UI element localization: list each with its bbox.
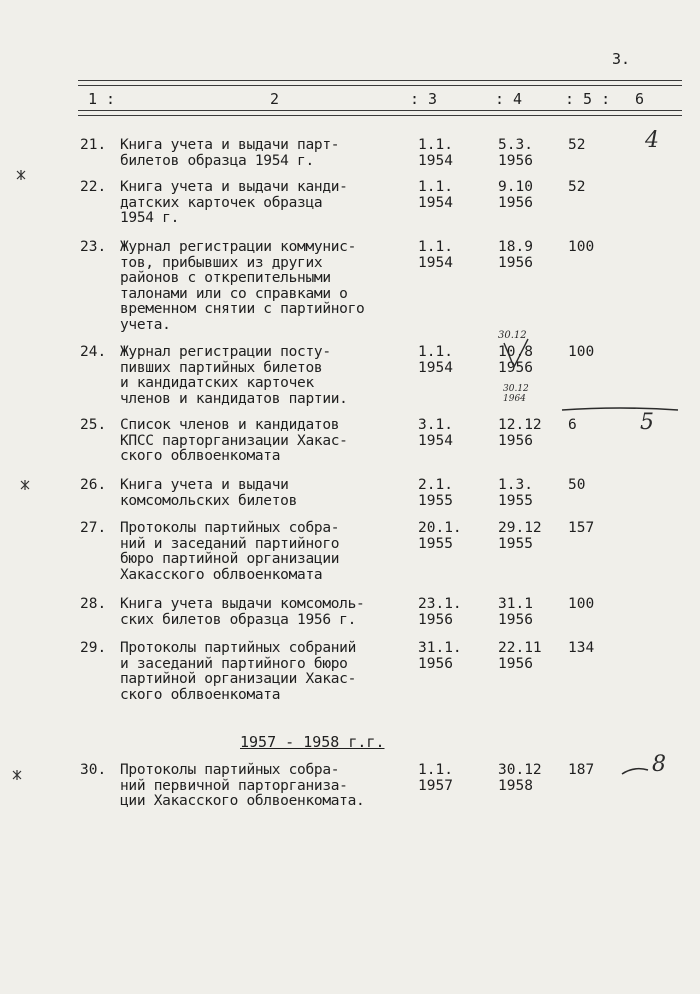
handwritten-correction-top: 30.12 [498, 330, 527, 341]
row-start-date: 1.1. 1954 [418, 239, 453, 271]
header-col-3: : 3 [410, 90, 438, 108]
row-sheet-count: 6 [568, 417, 577, 433]
row-title: Книга учета и выдачи комсомольских билетов [120, 477, 298, 509]
row-start-date: 20.1. 1955 [418, 520, 462, 552]
row-start-date: 1.1. 1957 [418, 762, 453, 794]
row-number: 24. [80, 344, 107, 360]
header-col-6: 6 [635, 90, 645, 108]
handwritten-mark-25: 5 [640, 410, 654, 435]
row-number: 28. [80, 596, 107, 612]
row-sheet-count: 50 [568, 477, 586, 493]
row-end-date: 22.11 1956 [498, 640, 542, 672]
row-title: Книга учета и выдачи парт- билетов образца 1954 г. [120, 137, 340, 169]
row-number: 23. [80, 239, 107, 255]
row-number: 21. [80, 137, 107, 153]
row-title: Список членов и кандидатов КПСС парторганизации Хакас- ского облвоенкомата [120, 417, 348, 464]
row-number: 26. [80, 477, 107, 493]
row-end-date: 5.3. 1956 [498, 137, 533, 169]
header-rule-top [78, 80, 682, 86]
header-col-4: : 4 [495, 90, 523, 108]
handwritten-strike-30 [620, 760, 650, 782]
handwritten-mark-21: 4 [645, 128, 659, 153]
row-number: 25. [80, 417, 107, 433]
row-end-date: 18.9 1956 [498, 239, 533, 271]
row-end-date: 1.3. 1955 [498, 477, 533, 509]
row-start-date: 3.1. 1954 [418, 417, 453, 449]
row-number: 27. [80, 520, 107, 536]
binding-hole-icon [16, 170, 26, 180]
header-col-5: : 5 : [565, 90, 611, 108]
header-col-1: 1 : [88, 90, 116, 108]
row-end-date: 10.8 1956 [498, 344, 533, 376]
row-number: 29. [80, 640, 107, 656]
row-end-date: 9.10 1956 [498, 179, 533, 211]
handwritten-strikeout-mark [498, 335, 538, 375]
row-sheet-count: 100 [568, 596, 595, 612]
row-end-date: 12.12 1956 [498, 417, 542, 449]
page-number: 3. [612, 50, 631, 68]
row-start-date: 23.1. 1956 [418, 596, 462, 628]
row-title: Протоколы партийных собра- ний первичной парторганиза- ции Хакасского облвоенкомата. [120, 762, 365, 809]
row-start-date: 2.1. 1955 [418, 477, 453, 509]
row-sheet-count: 52 [568, 137, 586, 153]
handwritten-correction-bottom: 30.12 1964 [503, 384, 529, 404]
row-start-date: 1.1. 1954 [418, 137, 453, 169]
row-start-date: 31.1. 1956 [418, 640, 462, 672]
row-number: 30. [80, 762, 107, 778]
handwritten-mark-30: 8 [652, 752, 666, 777]
binding-hole-icon [12, 770, 22, 780]
row-end-date: 29.12 1955 [498, 520, 542, 552]
row-title: Протоколы партийных собра- ний и заседаний партийного бюро партийной организации Хакасского облвоенкомата [120, 520, 340, 583]
row-start-date: 1.1. 1954 [418, 179, 453, 211]
row-title: Протоколы партийных собраний и заседаний партийного бюро партийной организации Хакас- ского облвоенкомата [120, 640, 357, 703]
row-sheet-count: 52 [568, 179, 586, 195]
header-rule-bottom [78, 110, 682, 116]
handwritten-underline [560, 400, 680, 416]
row-end-date: 31.1 1956 [498, 596, 533, 628]
row-start-date: 1.1. 1954 [418, 344, 453, 376]
row-sheet-count: 100 [568, 344, 595, 360]
row-sheet-count: 100 [568, 239, 595, 255]
row-title: Журнал регистрации посту- пивших партийных билетов и кандидатских карточек членов и кандидатов партии. [120, 344, 348, 407]
row-title: Журнал регистрации коммунис- тов, прибывших из других районов с открепительными талонами или со справками о временном снятии с партийного учета. [120, 239, 365, 333]
row-sheet-count: 157 [568, 520, 595, 536]
row-title: Книга учета выдачи комсомоль- ских билетов образца 1956 г. [120, 596, 365, 628]
row-title: Книга учета и выдачи канди- датских карточек образца 1954 г. [120, 179, 348, 226]
row-number: 22. [80, 179, 107, 195]
binding-hole-icon [20, 480, 30, 490]
row-sheet-count: 134 [568, 640, 595, 656]
header-col-2: 2 [270, 90, 280, 108]
row-sheet-count: 187 [568, 762, 595, 778]
row-end-date: 30.12 1958 [498, 762, 542, 794]
section-heading-years: 1957 - 1958 г.г. [240, 733, 385, 751]
